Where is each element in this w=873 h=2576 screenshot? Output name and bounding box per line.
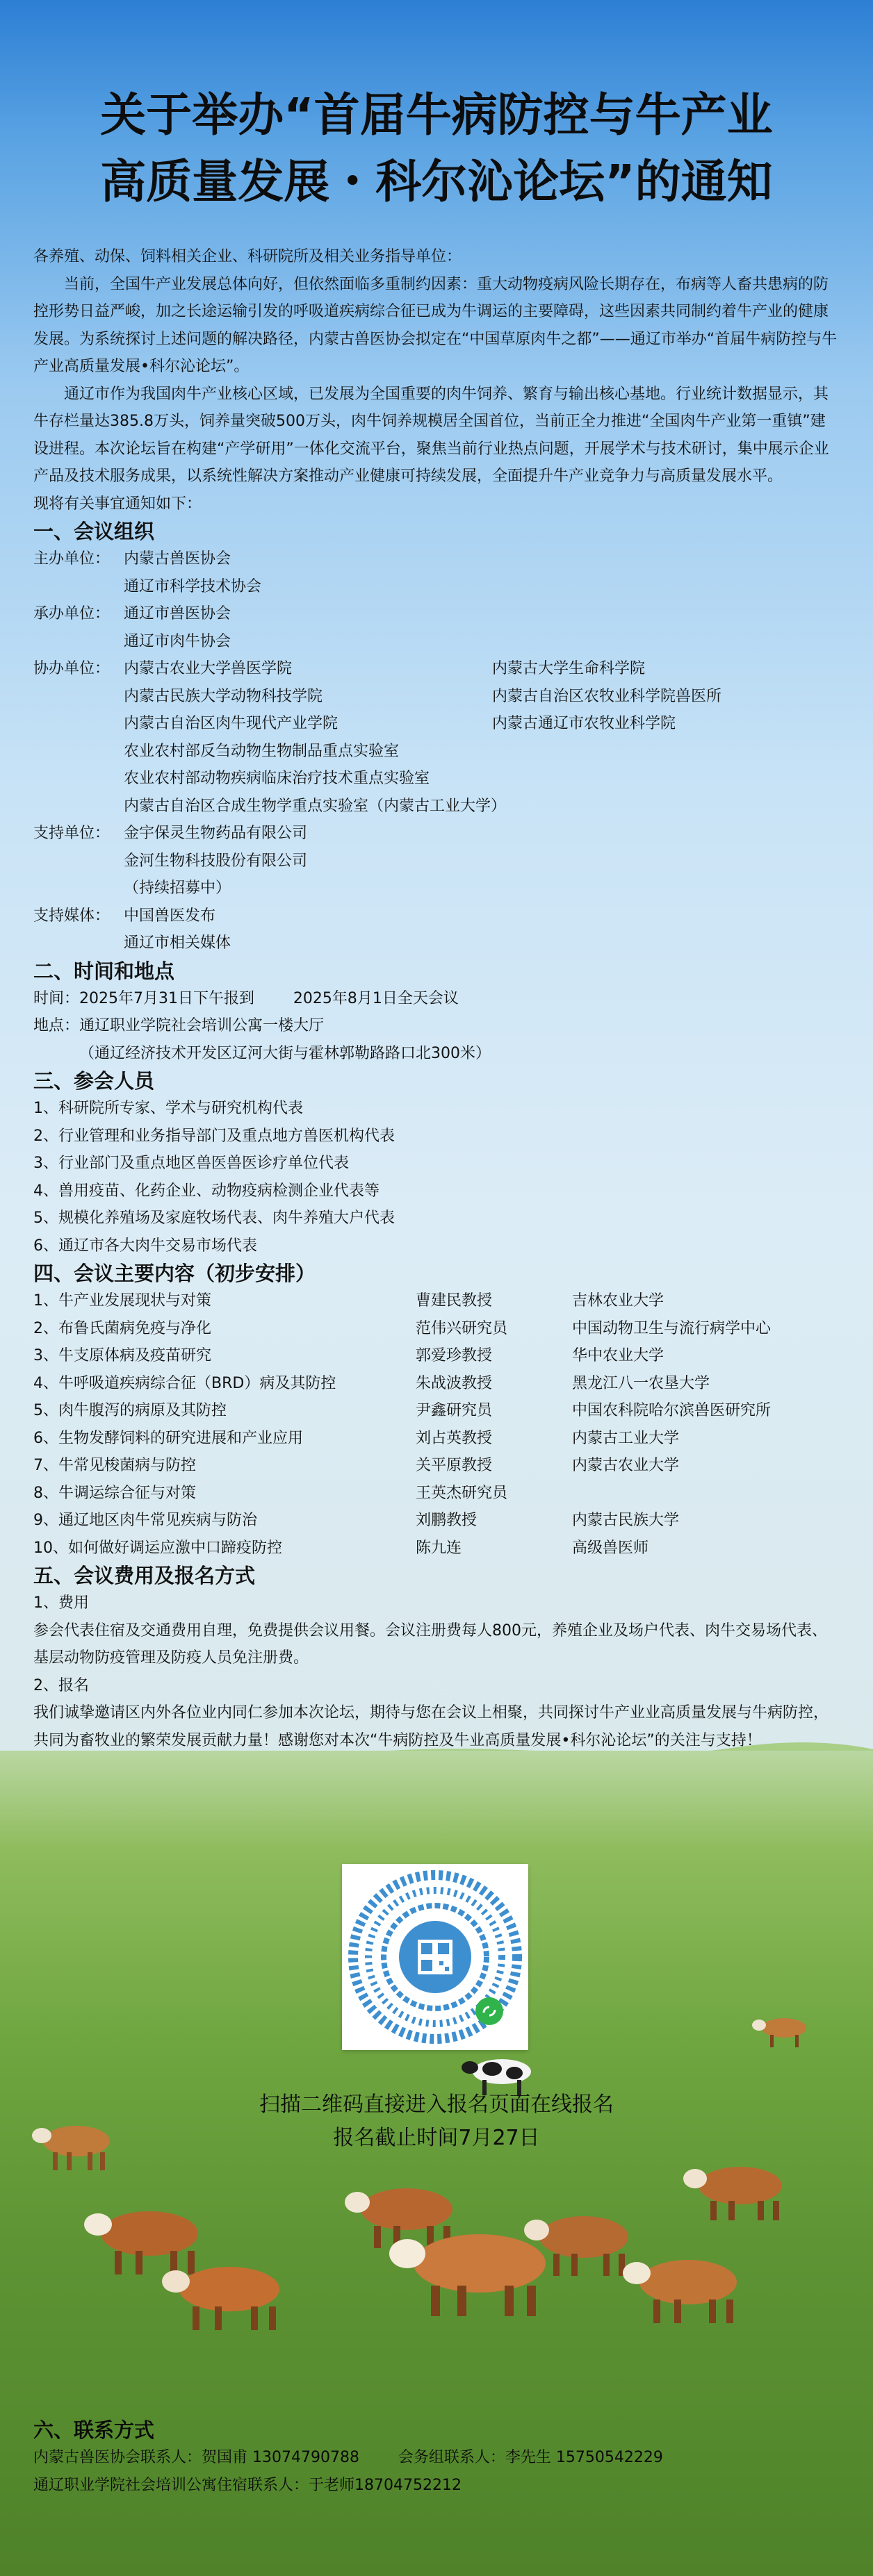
intro-paragraph-3: 现将有关事宜通知如下： bbox=[33, 495, 202, 513]
agenda-speaker: 刘鹏教授 bbox=[416, 1512, 478, 1529]
registration-text: 我们诚挚邀请区内外各位业内同仁参加本次论坛，期待与您在会议上相聚，共同探讨牛产业业高质量发展与牛病防控，共同为畜牧业的繁荣发展贡献力量！感谢您对本次“牛病防控及牛业高质量发展•科尔沁论坛”的关注与支持！ bbox=[33, 1704, 829, 1749]
qr-code-icon bbox=[342, 1864, 528, 2050]
agenda-speaker: 朱战波教授 bbox=[416, 1374, 493, 1392]
co-organizer-item: 内蒙古自治区农牧业科学院兽医所 bbox=[492, 687, 722, 705]
supporter-item: （持续招募中） bbox=[124, 880, 231, 897]
media-item: 中国兽医发布 bbox=[124, 907, 216, 925]
cow-illustration bbox=[612, 2244, 751, 2327]
agenda-row bbox=[33, 1342, 840, 1370]
organizer-label: 承办单位： bbox=[33, 605, 111, 622]
title-line-2: 高质量发展・科尔沁论坛”的通知 bbox=[100, 155, 773, 208]
title-line-1: 关于举办“首届牛病防控与牛产业 bbox=[100, 88, 773, 142]
media-row bbox=[33, 902, 840, 930]
contact-section bbox=[33, 2416, 840, 2500]
agenda-topic: 6、生物发酵饲料的研究进展和产业应用 bbox=[33, 1429, 303, 1447]
agenda-org: 华中农业大学 bbox=[572, 1347, 664, 1364]
meeting-time: 时间：2025年7月31日下午报到 2025年8月1日全天会议 bbox=[33, 989, 459, 1007]
contact-line-1: 内蒙古兽医协会联系人：贺国甫 13074790788 会务组联系人：李先生 15750542229 bbox=[33, 2449, 663, 2466]
fee-title: 1、费用 bbox=[33, 1594, 89, 1612]
agenda-topic: 3、牛支原体病及疫苗研究 bbox=[33, 1347, 211, 1364]
co-organizer-item: 农业农村部动物疾病临床治疗技术重点实验室 bbox=[124, 770, 430, 787]
organizer-item: 通辽市兽医协会 bbox=[124, 605, 231, 622]
greeting: 各养殖、动保、饲料相关企业、科研院所及相关业务指导单位： bbox=[33, 248, 462, 265]
agenda-speaker: 郭爱珍教授 bbox=[416, 1347, 493, 1364]
registration-title: 2、报名 bbox=[33, 1676, 89, 1694]
agenda-row bbox=[33, 1480, 840, 1508]
supporter-label: 支持单位： bbox=[33, 825, 111, 842]
agenda-topic: 2、布鲁氏菌病免疫与净化 bbox=[33, 1319, 211, 1337]
intro-paragraph-2: 通辽市作为我国肉牛产业核心区域，已发展为全国重要的肉牛饲养、繁育与输出核心基地。行业统计数据显示，其牛存栏量达385.8万头，饲养量突破500万头，肉牛饲养规模居全国首位，当前正全力推进“全国肉牛产业第一重镇”建设进程。本次论坛旨在构建“产学研用”一体化交流平台，聚焦当前行业热点问题，开展学术与技术研讨，集中展示企业产品及技术服务成果，以系统性解决方案推动产业健康可持续发展，全面提升牛产业竞争力与高质量发展水平。 bbox=[33, 385, 829, 485]
co-organizer-item: 内蒙古自治区合成生物学重点实验室（内蒙古工业大学） bbox=[124, 797, 507, 815]
co-organizer-item: 内蒙古通辽市农牧业科学院 bbox=[492, 715, 676, 732]
agenda-org: 黑龙江八一农垦大学 bbox=[572, 1374, 710, 1392]
registration-qr-code[interactable] bbox=[342, 1864, 528, 2050]
agenda-row bbox=[33, 1397, 840, 1425]
supporter-item: 金宇保灵生物药品有限公司 bbox=[124, 825, 308, 842]
attendee-item: 4、兽用疫苗、化药企业、动物疫病检测企业代表等 bbox=[33, 1182, 380, 1200]
intro-paragraph-1: 当前，全国牛产业发展总体向好，但依然面临多重制约因素：重大动物疫病风险长期存在，布病等人畜共患病的防控形势日益严峻，加之长途运输引发的呼吸道疾病综合征已成为牛调运的主要障碍，这些因素共同制约着牛产业的健康发展。为系统探讨上述问题的解决路径，内蒙古兽医协会拟定在“中国草原肉牛之都”——通辽市举办“首届牛病防控与牛产业高质量发展•科尔沁论坛”。 bbox=[33, 275, 838, 375]
attendee-item: 5、规模化养殖场及家庭牧场代表、肉牛养殖大户代表 bbox=[33, 1209, 395, 1227]
agenda-speaker: 曹建民教授 bbox=[416, 1292, 493, 1310]
cow-illustration bbox=[674, 2154, 792, 2223]
agenda-row bbox=[33, 1507, 840, 1535]
co-organizer-item: 内蒙古民族大学动物科技学院 bbox=[124, 687, 323, 705]
co-organizer-item: 农业农村部反刍动物生物制品重点实验室 bbox=[124, 742, 400, 760]
agenda-topic: 4、牛呼吸道疾病综合征（BRD）病及其防控 bbox=[33, 1374, 336, 1392]
co-organizer-label: 协办单位： bbox=[33, 660, 111, 677]
host-row bbox=[33, 545, 840, 573]
attendee-item: 3、行业部门及重点地区兽医兽医诊疗单位代表 bbox=[33, 1155, 349, 1172]
agenda-org: 内蒙古工业大学 bbox=[572, 1429, 680, 1447]
agenda-row bbox=[33, 1425, 840, 1453]
section-4-heading: 四、会议主要内容（初步安排） bbox=[33, 1262, 316, 1285]
organizer-item: 通辽市肉牛协会 bbox=[124, 632, 231, 650]
qr-instruction: 扫描二维码直接进入报名页面在线报名 bbox=[259, 2092, 614, 2117]
agenda-row bbox=[33, 1315, 840, 1343]
agenda-org: 内蒙古农业大学 bbox=[572, 1457, 680, 1474]
section-1-heading: 一、会议组织 bbox=[33, 520, 155, 543]
registration-deadline: 报名截止时间7月27日 bbox=[333, 2126, 540, 2150]
agenda-speaker: 刘占英教授 bbox=[416, 1429, 493, 1447]
host-item: 内蒙古兽医协会 bbox=[124, 550, 231, 568]
supporter-row bbox=[33, 820, 840, 848]
agenda-org: 中国农科院哈尔滨兽医研究所 bbox=[572, 1402, 772, 1419]
agenda-speaker: 陈九连 bbox=[416, 1539, 462, 1557]
fee-text: 参会代表住宿及交通费用自理，免费提供会议用餐。会议注册费每人800元，养殖企业及场户代表、肉牛交易场代表、基层动物防疫管理及防疫人员免注册费。 bbox=[33, 1621, 827, 1667]
agenda-org: 吉林农业大学 bbox=[572, 1292, 664, 1310]
section-2-heading: 二、时间和地点 bbox=[33, 959, 175, 983]
attendee-item: 1、科研院所专家、学术与研究机构代表 bbox=[33, 1100, 303, 1117]
agenda-org bbox=[572, 1480, 840, 1508]
cow-illustration bbox=[149, 2251, 295, 2334]
media-label: 支持媒体： bbox=[33, 907, 111, 925]
agenda-topic: 8、牛调运综合征与对策 bbox=[33, 1484, 196, 1502]
section-6-heading: 六、联系方式 bbox=[33, 2418, 155, 2442]
co-organizer-row bbox=[33, 683, 840, 711]
agenda-row bbox=[33, 1535, 840, 1562]
agenda-topic: 9、通辽地区肉牛常见疾病与防治 bbox=[33, 1512, 257, 1529]
organizer-row bbox=[33, 600, 840, 628]
co-organizer-item: 内蒙古自治区肉牛现代产业学院 bbox=[124, 715, 338, 732]
section-5-heading: 五、会议费用及报名方式 bbox=[33, 1564, 256, 1587]
cow-illustration bbox=[751, 2011, 813, 2049]
agenda-topic: 10、如何做好调运应激中口蹄疫防控 bbox=[33, 1539, 282, 1557]
agenda-org: 中国动物卫生与流行病学中心 bbox=[572, 1319, 772, 1337]
agenda-speaker: 关平原教授 bbox=[416, 1457, 493, 1474]
agenda-org: 高级兽医师 bbox=[572, 1539, 649, 1557]
section-3-heading: 三、参会人员 bbox=[33, 1069, 155, 1093]
supporter-item: 金河生物科技股份有限公司 bbox=[124, 852, 308, 870]
agenda-speaker: 尹鑫研究员 bbox=[416, 1402, 493, 1419]
co-organizer-row bbox=[33, 710, 840, 738]
agenda-row bbox=[33, 1452, 840, 1480]
host-item: 通辽市科学技术协会 bbox=[124, 577, 262, 595]
agenda-org: 内蒙古民族大学 bbox=[572, 1512, 680, 1529]
meeting-place-note: （通辽经济技术开发区辽河大街与霍林郭勒路路口北300米） bbox=[79, 1044, 491, 1062]
media-item: 通辽市相关媒体 bbox=[124, 934, 231, 952]
attendee-item: 6、通辽市各大肉牛交易市场代表 bbox=[33, 1237, 257, 1255]
attendee-item: 2、行业管理和业务指导部门及重点地方兽医机构代表 bbox=[33, 1127, 395, 1145]
page-title bbox=[0, 82, 873, 215]
agenda-row bbox=[33, 1370, 840, 1398]
agenda-row bbox=[33, 1287, 840, 1315]
co-organizer-item: 内蒙古大学生命科学院 bbox=[492, 660, 646, 677]
meeting-place: 地点：通辽职业学院社会培训公寓一楼大厅 bbox=[33, 1017, 325, 1034]
host-label: 主办单位： bbox=[33, 550, 111, 568]
agenda-speaker: 王英杰研究员 bbox=[416, 1484, 508, 1502]
co-organizer-item: 内蒙古农业大学兽医学院 bbox=[124, 660, 293, 677]
agenda-topic: 7、牛常见梭菌病与防控 bbox=[33, 1457, 196, 1474]
agenda-speaker: 范伟兴研究员 bbox=[416, 1319, 508, 1337]
co-organizer-row bbox=[33, 655, 840, 683]
agenda-topic: 1、牛产业发展现状与对策 bbox=[33, 1292, 211, 1310]
notice-body bbox=[33, 243, 840, 1754]
contact-line-2: 通辽职业学院社会培训公寓住宿联系人：于老师18704752212 bbox=[33, 2477, 462, 2494]
agenda-topic: 5、肉牛腹泻的病原及其防控 bbox=[33, 1402, 227, 1419]
